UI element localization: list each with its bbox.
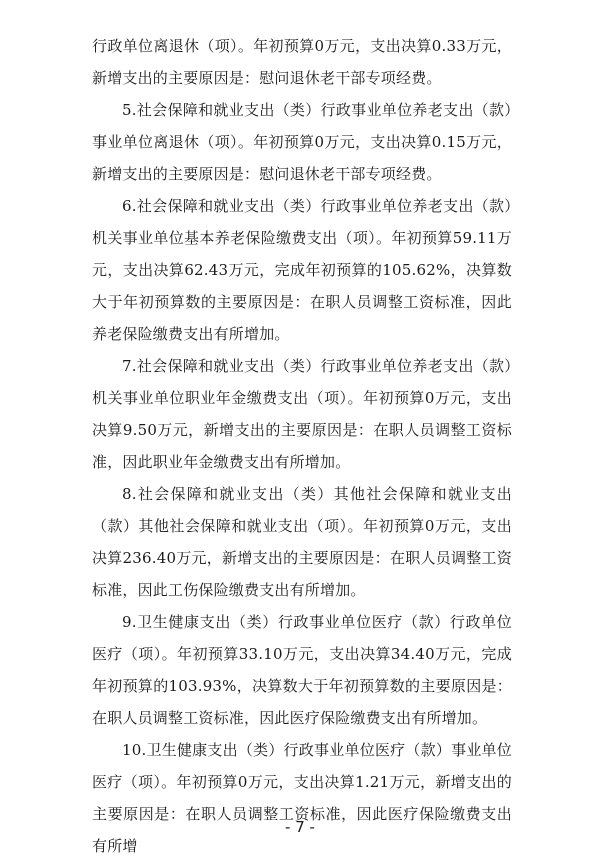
paragraph-continued: 行政单位离退休（项）。年初预算0万元，支出决算0.33万元，新增支出的主要原因是：慰问退休老干部专项经费。 [92,37,512,87]
paragraph-item-10: 10.卫生健康支出（类）行政事业单位医疗（款）事业单位医疗（项）。年初预算0万元，支出决算1.21万元，新增支出的主要原因是：在职人员调整工资标准，因此医疗保险缴费支出有所增 [92,741,512,855]
paragraph-item-9: 9.卫生健康支出（类）行政事业单位医疗（款）行政单位医疗（项）。年初预算33.10万元，支出决算34.40万元，完成年初预算的103.93%，决算数大于年初预算数的主要原因是：在职人员调整工资标准，因此医疗保险缴费支出有所增加。 [92,613,512,727]
paragraph-item-6: 6.社会保障和就业支出（类）行政事业单位养老支出（款）机关事业单位基本养老保险缴费支出（项）。年初预算59.11万元，支出决算62.43万元，完成年初预算的105.62%，决算数大于年初预算数的主要原因是：在职人员调整工资标准，因此养老保险缴费支出有所增加。 [92,197,512,343]
paragraph-item-7: 7.社会保障和就业支出（类）行政事业单位养老支出（款）机关事业单位职业年金缴费支出（项）。年初预算0万元，支出决算9.50万元，新增支出的主要原因是：在职人员调整工资标准，因此职业年金缴费支出有所增加。 [92,357,512,471]
paragraph-item-8: 8.社会保障和就业支出（类）其他社会保障和就业支出（款）其他社会保障和就业支出（项）。年初预算0万元，支出决算236.40万元，新增支出的主要原因是：在职人员调整工资标准，因此工伤保险缴费支出有所增加。 [92,485,512,599]
paragraph-item-5: 5.社会保障和就业支出（类）行政事业单位养老支出（款）事业单位离退休（项）。年初预算0万元，支出决算0.15万元，新增支出的主要原因是：慰问退休老干部专项经费。 [92,101,512,183]
page-number: - 7 - [285,818,315,836]
document-body [92,30,512,862]
